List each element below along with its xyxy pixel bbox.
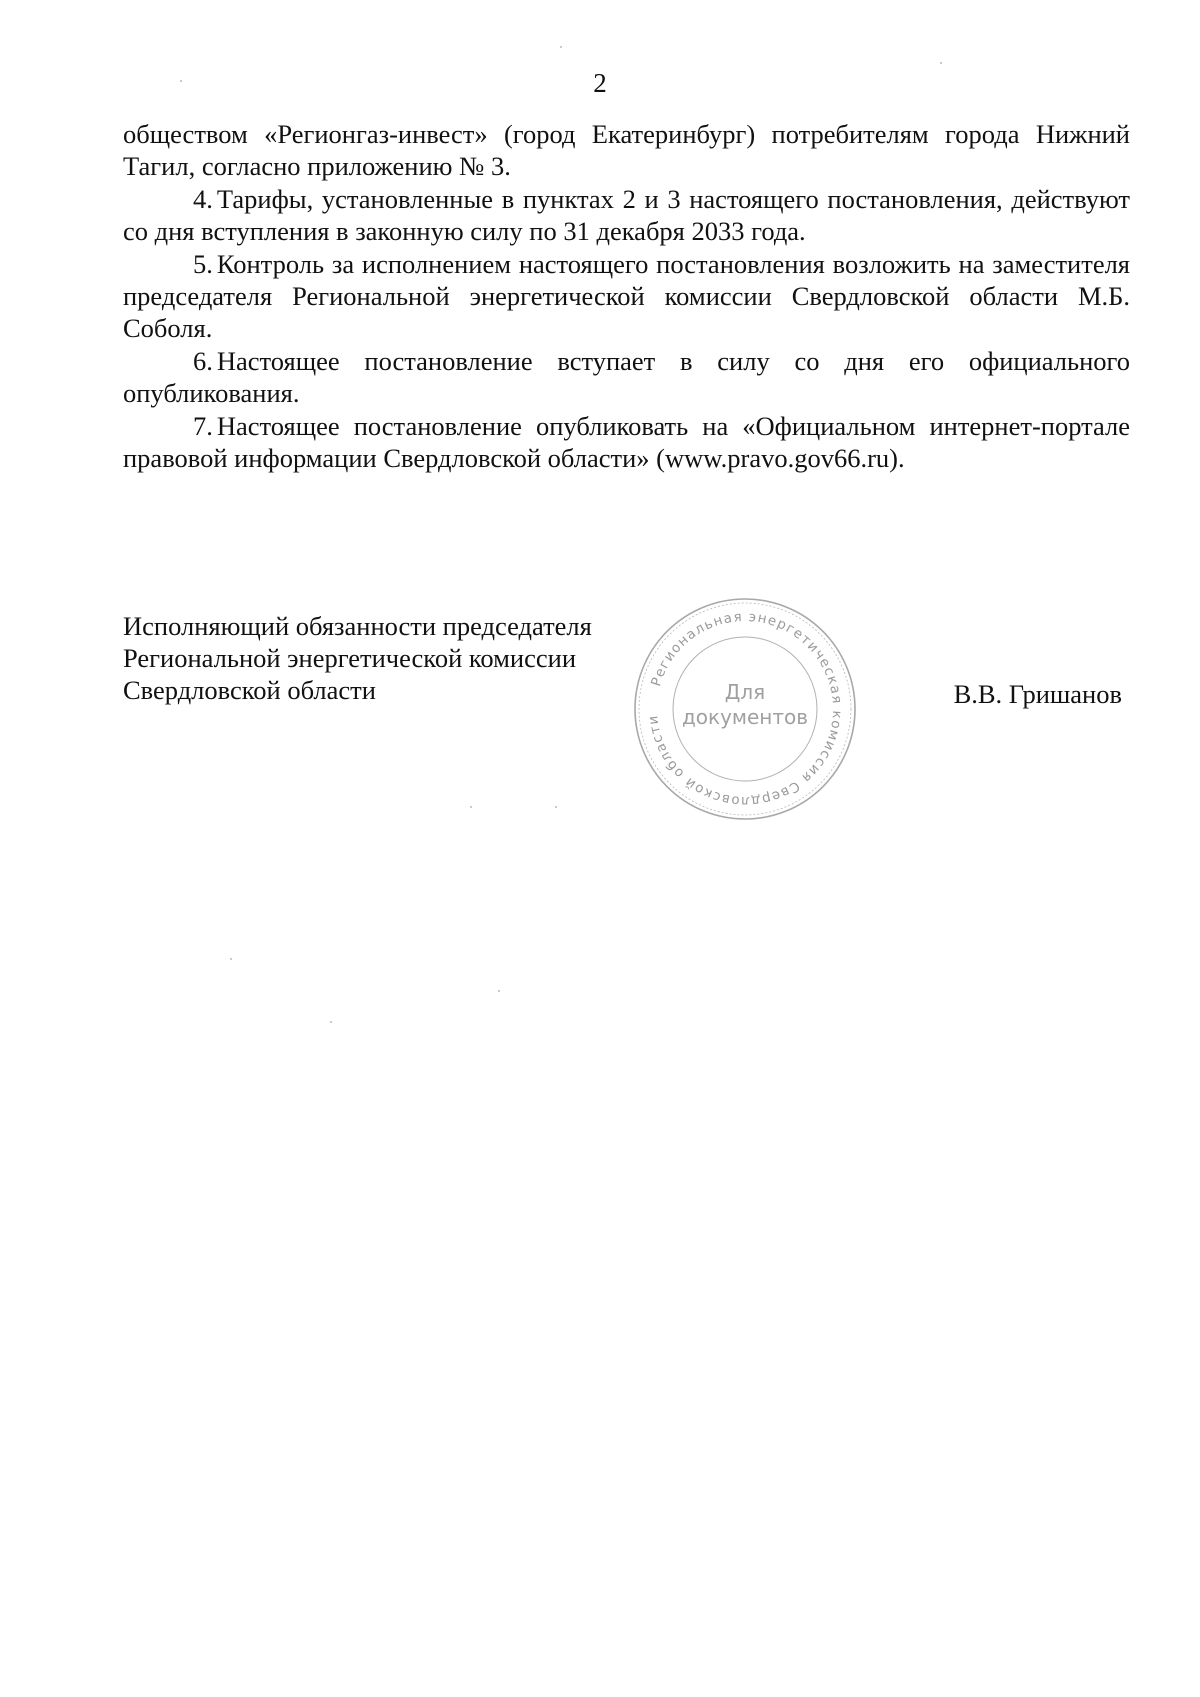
- signatory-line: Исполняющий обязанности председателя: [123, 611, 592, 641]
- scan-speck: [498, 990, 500, 992]
- paragraph-text: Контроль за исполнением настоящего постановления возложить на заместителя председателя Региональной энергетической комиссии Свердловской области М.Б. Соболя.: [123, 249, 1130, 343]
- stamp-ring-text: Региональная энергетическая комиссия Свердловской области: [645, 608, 846, 810]
- paragraph-4: [123, 183, 1130, 247]
- document-body: [123, 118, 1130, 474]
- signatory-line: Региональной энергетической комиссии: [123, 643, 576, 673]
- paragraph-6: [123, 345, 1130, 409]
- paragraph-7: [123, 410, 1130, 474]
- stamp-center-line-2: документов: [681, 705, 809, 729]
- paragraph-number: 5.: [193, 249, 213, 279]
- paragraph-text: Настоящее постановление вступает в силу со дня его официального опубликования.: [123, 346, 1130, 408]
- paragraph-text: Тарифы, установленные в пунктах 2 и 3 настоящего постановления, действуют со дня вступления в законную силу по 31 декабря 2033 года.: [123, 184, 1130, 246]
- official-stamp: [632, 596, 858, 822]
- page-number: 2: [593, 68, 607, 98]
- scan-speck: [180, 80, 182, 82]
- paragraph-continuation: [123, 118, 1130, 182]
- scan-speck: [555, 806, 557, 808]
- signatory-position: [123, 610, 592, 706]
- stamp-center-line-1: Для: [724, 680, 766, 704]
- scan-speck: [230, 958, 232, 960]
- paragraph-text: Настоящее постановление опубликовать на «Официальном интернет-портале правовой информации Свердловской области» (www.pravo.gov66.ru).: [123, 411, 1130, 473]
- paragraph-number: 4.: [193, 184, 213, 214]
- paragraph-number: 7.: [193, 411, 213, 441]
- scan-speck: [470, 806, 472, 808]
- paragraph-text: обществом «Регионгаз-инвест» (город Екатеринбург) потребителям города Нижний Тагил, согласно приложению № 3.: [123, 119, 1130, 181]
- scan-speck: [940, 62, 942, 64]
- signer-name: В.В. Гришанов: [953, 679, 1122, 709]
- signatory-line: Свердловской области: [123, 675, 376, 705]
- paragraph-5: [123, 248, 1130, 344]
- paragraph-number: 6.: [193, 346, 213, 376]
- scan-speck: [560, 46, 562, 48]
- scan-speck: [330, 1021, 332, 1023]
